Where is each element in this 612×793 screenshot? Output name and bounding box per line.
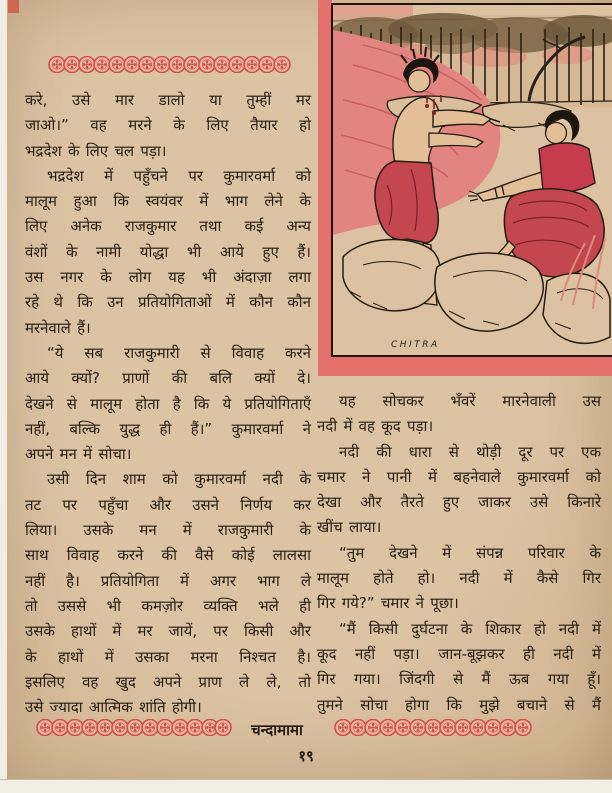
text-line: आये क्यों? प्राणों की बलि क्यों दे।: [25, 369, 311, 388]
text-line: मालूम होते हो। नदी में कैसे गिर: [317, 569, 601, 588]
text-line: करे, उसे मार डालो या तुम्हीं मर: [25, 91, 311, 109]
illustration-scene: [333, 5, 612, 355]
text-line: नहीं है। प्रतियोगिता में अगर भाग ले: [25, 571, 311, 590]
illustration-frame: [331, 3, 612, 357]
text-line: साथ विवाह करने की वैसे कोई लालसा: [25, 546, 311, 565]
text-line: वंशों के नामी योद्धा भी आये हुए हैं।: [25, 242, 311, 261]
text-line: गिर गये?” चमार ने पूछा।: [317, 594, 459, 613]
text-line: भद्रदेश में पहुँचने पर कुमारवर्मा को: [47, 166, 311, 185]
text-line: नदी की धारा से थोड़ी दूर पर एक: [339, 442, 601, 461]
right-text-column: [317, 389, 601, 718]
text-line: “ये सब राजकुमारी से विवाह करने: [47, 343, 311, 362]
text-line: जाओ।” वह मरने के लिए तैयार हो: [25, 116, 311, 135]
text-line: तट पर पहुँचा और उसने निर्णय कर: [25, 495, 311, 514]
text-line: अपने मन में सोचा।: [25, 445, 132, 464]
text-line: लिया। उसके मन में राजकुमारी के: [25, 521, 311, 540]
text-line: भद्रदेश के लिए चल पड़ा।: [25, 141, 167, 160]
text-line: उसके हाथों में मर जायें, पर किसी और: [25, 622, 311, 641]
scan-edge-left: [0, 0, 7, 792]
footer-right-chain-border-decoration: [334, 719, 534, 736]
text-line: खींच लाया।: [317, 518, 382, 537]
illustration-matte-left: [318, 0, 332, 376]
text-line: के हाथों में उसका मरना निश्चत है।: [25, 647, 311, 666]
text-line: चमार ने पानी में बहनेवाले कुमारवर्मा को: [317, 467, 601, 486]
text-line: मरनेवाले हैं।: [25, 318, 91, 337]
text-line: यह सोचकर भँवरें मारनेवाली उस: [339, 392, 601, 410]
text-line: उसी दिन शाम को कुमारवर्मा नदी के: [47, 470, 311, 489]
text-line: देखा और तैरते हुए जाकर उसे किनारे: [317, 493, 601, 512]
story-illustration: [318, 0, 612, 376]
text-line: उसे ज्यादा आत्मिक शांति होगी।: [25, 698, 202, 717]
red-edge-mark: [8, 0, 19, 13]
text-line: मालूम हुआ कि स्वयंवर में भाग लेने के: [25, 192, 311, 211]
text-line: तो उससे भी कमज़ोर व्यक्ति भले ही: [25, 596, 311, 615]
text-line: नहीं, बल्कि युद्ध ही हैं।” कुमारवर्मा ने: [25, 419, 311, 438]
text-line: गिर गया। जिंदगी से मैं ऊब गया हूँ।: [317, 670, 601, 689]
text-line: कूद नहीं पड़ा। जान-बूझकर ही नदी में: [317, 644, 601, 663]
text-line: उस नगर के लोग यह भी अंदाज़ा लगा: [25, 268, 311, 287]
text-line: “तुम देखने में संपन्न परिवार के: [339, 543, 601, 562]
left-text-column: [25, 88, 311, 720]
text-line: लिए अनेक राजकुमार तथा कई अन्य: [25, 217, 311, 236]
text-line: “मैं किसी दुर्घटना के शिकार हो नदी में: [339, 619, 601, 638]
magazine-title: चन्दामामा: [251, 721, 303, 739]
text-line: नदी में वह कूद पड़ा।: [317, 417, 434, 436]
footer-left-chain-border-decoration: [36, 719, 232, 736]
artist-signature: CHITRA: [391, 340, 440, 350]
scan-edge-bottom: [0, 779, 612, 793]
text-line: देखने से मालूम होता है कि ये प्रतियोगिताएँ: [25, 394, 311, 413]
illustration-matte-bottom: [318, 357, 612, 376]
header-chain-border-decoration: [48, 56, 294, 73]
text-line: तुमने सोचा होगा कि मुझे बचाने से मैं: [317, 695, 601, 714]
text-line: इसलिए वह खुद अपने प्राण ले ले, तो: [25, 672, 311, 691]
page-number: १९: [298, 747, 314, 765]
text-line: रहे थे कि उन प्रतियोगिताओं में कौन कौन: [25, 293, 311, 312]
